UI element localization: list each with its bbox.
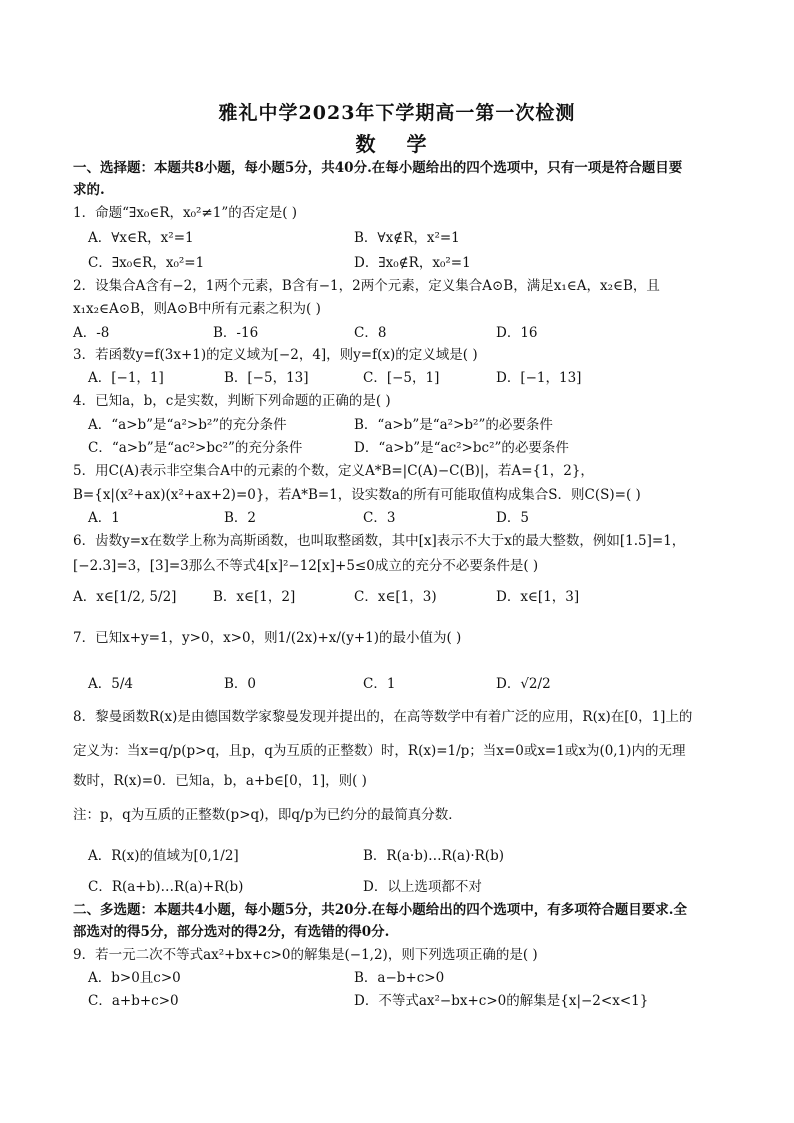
q4-option-c: C．“a>b”是“ac²>bc²”的充分条件 xyxy=(88,440,303,456)
section2-header-cont: 部选对的得5分，部分选对的得2分，有选错的得0分. xyxy=(73,924,390,940)
q1-option-c: C．∃x₀∈R，x₀²=1 xyxy=(88,255,205,271)
q3-option-b: B．[−5，13] xyxy=(224,370,309,386)
q2-stem-cont: x₁x₂∈A⊙B，则A⊙B中所有元素之积为( ) xyxy=(73,301,321,317)
q5-option-a: A．1 xyxy=(88,510,120,526)
q8-stem-cont: 定义为：当x=q/p(p>q，且p，q为互质的正整数）时，R(x)=1/p；当x=0或x=1或x为(0,1)内的无理 xyxy=(73,743,686,759)
q3-option-d: D．[−1，13] xyxy=(496,370,582,386)
q7-option-c: C．1 xyxy=(363,676,396,692)
q1-option-d: D．∃x₀∉R，x₀²=1 xyxy=(354,255,471,271)
q8-stem: 8．黎曼函数R(x)是由德国数学家黎曼发现并提出的，在高等数学中有着广泛的应用，R(x)在[0，1]上的 xyxy=(73,709,693,725)
q7-stem: 7．已知x+y=1，y>0，x>0，则1/(2x)+x/(y+1)的最小值为( ) xyxy=(73,630,462,646)
q5-option-d: D．5 xyxy=(496,510,529,526)
q5-option-c: C．3 xyxy=(363,510,396,526)
q6-stem-cont: [−2.3]=3，[3]=3那么不等式4[x]²−12[x]+5≤0成立的充分不必要条件是( ) xyxy=(73,558,539,574)
q4-option-a: A．“a>b”是“a²>b²”的充分条件 xyxy=(88,417,287,433)
q3-option-c: C．[−5，1] xyxy=(363,370,440,386)
q5-stem: 5．用C(A)表示非空集合A中的元素的个数，定义A*B=|C(A)−C(B)|，若A={1，2}， xyxy=(73,463,594,479)
q4-option-d: D．“a>b”是“ac²>bc²”的必要条件 xyxy=(354,440,569,456)
q7-option-a: A．5/4 xyxy=(88,676,133,692)
q6-stem: 6．齿数y=x在数学上称为高斯函数，也叫取整函数，其中[x]表示不大于x的最大整数，例如[1.5]=1， xyxy=(73,533,686,549)
exam-title: 雅礼中学2023年下学期高一第一次检测 xyxy=(218,102,576,124)
section1-header: 一、选择题：本题共8小题，每小题5分，共40分.在每小题给出的四个选项中，只有一项是符合题目要 xyxy=(73,160,683,176)
q7-option-b: B．0 xyxy=(224,676,257,692)
q4-stem: 4．已知a，b，c是实数，判断下列命题的正确的是( ) xyxy=(73,393,391,409)
q5-option-b: B．2 xyxy=(224,510,257,526)
q3-option-a: A．[−1，1] xyxy=(88,370,164,386)
q6-option-d: D．x∈[1，3] xyxy=(496,589,580,605)
q1-stem: 1．命题“∃x₀∈R，x₀²≠1”的否定是( ) xyxy=(73,205,298,221)
q9-option-d: D．不等式ax²−bx+c>0的解集是{x|−2<x<1} xyxy=(354,993,649,1009)
q9-option-b: B．a−b+c>0 xyxy=(354,970,445,986)
q8-option-a: A．R(x)的值域为[0,1/2] xyxy=(88,848,239,864)
q2-option-b: B．-16 xyxy=(213,325,259,341)
q6-option-a: A．x∈[1/2, 5/2] xyxy=(73,589,177,605)
q1-option-a: A．∀x∈R，x²=1 xyxy=(88,230,194,246)
q9-option-a: A．b>0且c>0 xyxy=(88,970,181,986)
q3-stem: 3．若函数y=f(3x+1)的定义域为[−2，4]，则y=f(x)的定义域是( ) xyxy=(73,347,478,363)
q2-option-a: A．-8 xyxy=(73,325,110,341)
q8-stem-cont2: 数时，R(x)=0．已知a，b，a+b∈[0，1]，则( ) xyxy=(73,773,367,789)
q9-option-c: C．a+b+c>0 xyxy=(88,993,179,1009)
q2-option-c: C．8 xyxy=(354,325,387,341)
q1-option-b: B．∀x∉R，x²=1 xyxy=(354,230,460,246)
q6-option-c: C．x∈[1，3) xyxy=(354,589,437,605)
q8-option-d: D．以上选项都不对 xyxy=(363,879,482,895)
q9-stem: 9．若一元二次不等式ax²+bx+c>0的解集是(−1,2)，则下列选项正确的是( ) xyxy=(73,947,538,963)
subject-title: 数 学 xyxy=(355,132,439,156)
section1-header-cont: 求的. xyxy=(73,182,105,198)
q8-note: 注：p，q为互质的正整数(p>q)，即q/p为已约分的最简真分数． xyxy=(73,807,462,823)
q2-stem: 2．设集合A含有−2，1两个元素，B含有−1，2两个元素，定义集合A⊙B，满足x₁∈A，x₂∈B，且 xyxy=(73,278,660,294)
q7-option-d: D．√2/2 xyxy=(496,676,551,692)
q8-option-c: C．R(a+b)…R(a)+R(b) xyxy=(88,879,244,895)
section2-header: 二、多选题：本题共4小题，每小题5分，共20分.在每小题给出的四个选项中，有多项符合题目要求.全 xyxy=(73,902,687,918)
q5-stem-cont: B={x|(x²+ax)(x²+ax+2)=0}，若A*B=1，设实数a的所有可能取值构成集合S．则C(S)=( ) xyxy=(73,487,641,503)
q4-option-b: B．“a>b”是“a²>b²”的必要条件 xyxy=(354,417,553,433)
q8-option-b: B．R(a·b)…R(a)·R(b) xyxy=(363,848,504,864)
q2-option-d: D．16 xyxy=(496,325,538,341)
q6-option-b: B．x∈[1，2] xyxy=(213,589,296,605)
